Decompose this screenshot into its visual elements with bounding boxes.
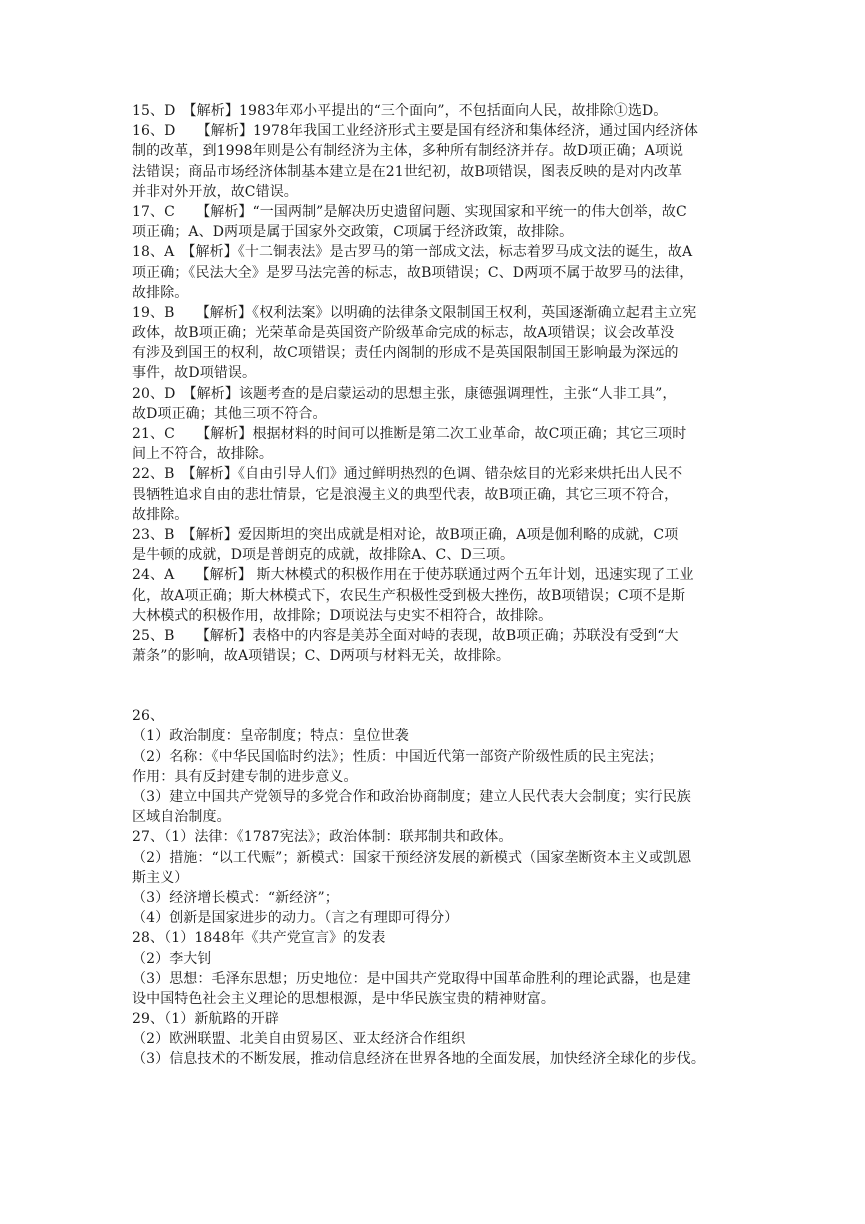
answer-line: 20、D 【解析】该题考查的是启蒙运动的思想主张，康德强调理性，主张“人非工具”， (132, 385, 677, 402)
answer-item (132, 121, 744, 202)
open-question-answers (132, 706, 744, 1069)
answer-item (132, 565, 744, 626)
answer-line: 19、B 【解析】《权利法案》以明确的法律条文限制国王权利，英国逐渐确立起君主立宪 (132, 304, 697, 321)
answer-line: 29、（1）新航路的开辟 (132, 1011, 279, 1028)
answer-line: 16、D 【解析】1978年我国工业经济形式主要是国有经济和集体经济，通过国内经济体 (132, 123, 698, 140)
answer-line: （4）创新是国家进步的动力。（言之有理即可得分） (132, 910, 459, 927)
answer-line: 15、D 【解析】1983年邓小平提出的“三个面向”，不包括面向人民，故排除①选D。 (132, 103, 668, 119)
answer-line: 22、B 【解析】《自由引导人们》通过鲜明热烈的色调、错杂炫目的光彩来烘托出人民不 (132, 466, 683, 483)
answer-line: （3）经济增长模式：“新经济”； (132, 889, 339, 906)
answer-line: 畏牺牲追求自由的悲壮情景，它是浪漫主义的典型代表，故B项正确，其它三项不符合， (132, 486, 679, 503)
answer-line: （3）信息技术的不断发展，推动信息经济在世界各地的全面发展，加快经济全球化的步伐。 (132, 1051, 706, 1068)
answer-line: 21、C 【解析】根据材料的时间可以推断是第二次工业革命，故C项正确；其它三项时 (132, 426, 687, 442)
answer-item (132, 464, 744, 525)
answer-line: 28、（1）1848年《共产党宣言》的发表 (132, 930, 386, 947)
answer-line: 区域自治制度。 (132, 809, 231, 826)
answer-line: （3）建立中国共产党领导的多党合作和政治协商制度；建立人民代表大会制度；实行民族 (132, 789, 691, 805)
answer-item (132, 202, 744, 242)
answer-item (132, 626, 744, 666)
multiple-choice-answers (132, 101, 744, 666)
answer-line: 并非对外开放，故C错误。 (132, 183, 298, 200)
answer-line: 是牛顿的成就，D项是普朗克的成就，故排除A、C、D三项。 (132, 547, 515, 564)
answer-line: 24、A 【解析】 斯大林模式的积极作用在于使苏联通过两个五年计划，迅速实现了工业 (132, 567, 694, 584)
answer-line: 25、B 【解析】表格中的内容是美苏全面对峙的表现，故B项正确；苏联没有受到“大 (132, 627, 679, 644)
answer-line: 18、A 【解析】《十二铜表法》是古罗马的第一部成文法，标志着罗马成文法的诞生，故A (132, 244, 693, 261)
answer-line: 化，故A项正确；斯大林模式下，农民生产积极性受到极大挫伤，故B项错误；C项不是斯 (132, 587, 686, 604)
answer-line: 27、（1）法律：《1787宪法》；政治体制：联邦制共和政体。 (132, 829, 513, 846)
answer-line: 政体，故B项正确；光荣革命是英国资产阶级革命完成的标志，故A项错误；议会改革没 (132, 325, 675, 342)
answer-line: 间上不符合，故排除。 (132, 446, 273, 463)
answer-line: 故排除。 (132, 284, 189, 301)
answer-line: （1）政治制度：皇帝制度；特点：皇位世袭 (132, 728, 409, 745)
answer-line: 大林模式的积极作用，故排除；D项说法与史实不相符合，故排除。 (132, 607, 553, 624)
answer-line: 制的改革，到1998年则是公有制经济为主体，多种所有制经济并存。故D项正确；A项说 (132, 143, 684, 160)
answer-line: 23、B 【解析】爱因斯坦的突出成就是相对论，故B项正确，A项是伽利略的成就，C项 (132, 526, 679, 543)
answer-item (132, 242, 744, 303)
answer-line: 事件，故D项错误。 (132, 365, 257, 382)
answer-line: （2）措施：“以工代赈”；新模式：国家干预经济发展的新模式（国家垄断资本主义或凯恩 (132, 849, 692, 866)
answer-item (132, 303, 744, 384)
answer-line: 设中国特色社会主义理论的思想根源，是中华民族宝贵的精神财富。 (132, 990, 555, 1007)
answer-item (132, 101, 744, 121)
answer-line: 有涉及到国王的权利，故C项错误；责任内阁制的形成不是英国限制国王影响最为深远的 (132, 345, 679, 362)
answer-line: （2）欧洲联盟、北美自由贸易区、亚太经济合作组织 (132, 1031, 466, 1048)
answer-sheet (132, 101, 744, 1070)
answer-line: 法错误；商品市场经济体制基本建立是在21世纪初，故B项错误，图表反映的是对内改革 (132, 163, 683, 180)
answer-line: 17、C 【解析】“一国两制”是解决历史遗留问题、实现国家和平统一的伟大创举，故C (132, 203, 687, 220)
section-gap (132, 666, 744, 706)
answer-line: （3）思想：毛泽东思想；历史地位：是中国共产党取得中国革命胜利的理论武器，也是建 (132, 970, 691, 987)
answer-line: 项正确；《民法大全》是罗马法完善的标志，故B项错误；C、D两项不属于故罗马的法律， (132, 264, 694, 281)
answer-line: 故排除。 (132, 506, 189, 523)
answer-line: 斯主义） (132, 869, 189, 886)
answer-item (132, 384, 744, 424)
answer-line: 故D项正确；其他三项不符合。 (132, 405, 327, 422)
answer-item (132, 525, 744, 565)
answer-item (132, 424, 744, 464)
answer-line: 作用：具有反封建专制的进步意义。 (132, 768, 358, 785)
answer-line: 项正确；A、D两项是属于国家外交政策，C项属于经济政策，故排除。 (132, 224, 574, 241)
answer-line: （2）名称：《中华民国临时约法》；性质：中国近代第一部资产阶级性质的民主宪法； (132, 748, 663, 765)
answer-line: 26、 (132, 708, 165, 725)
answer-line: 萧条”的影响，故A项错误；C、D两项与材料无关，故排除。 (132, 648, 511, 665)
answer-line: （2）李大钊 (132, 950, 212, 967)
